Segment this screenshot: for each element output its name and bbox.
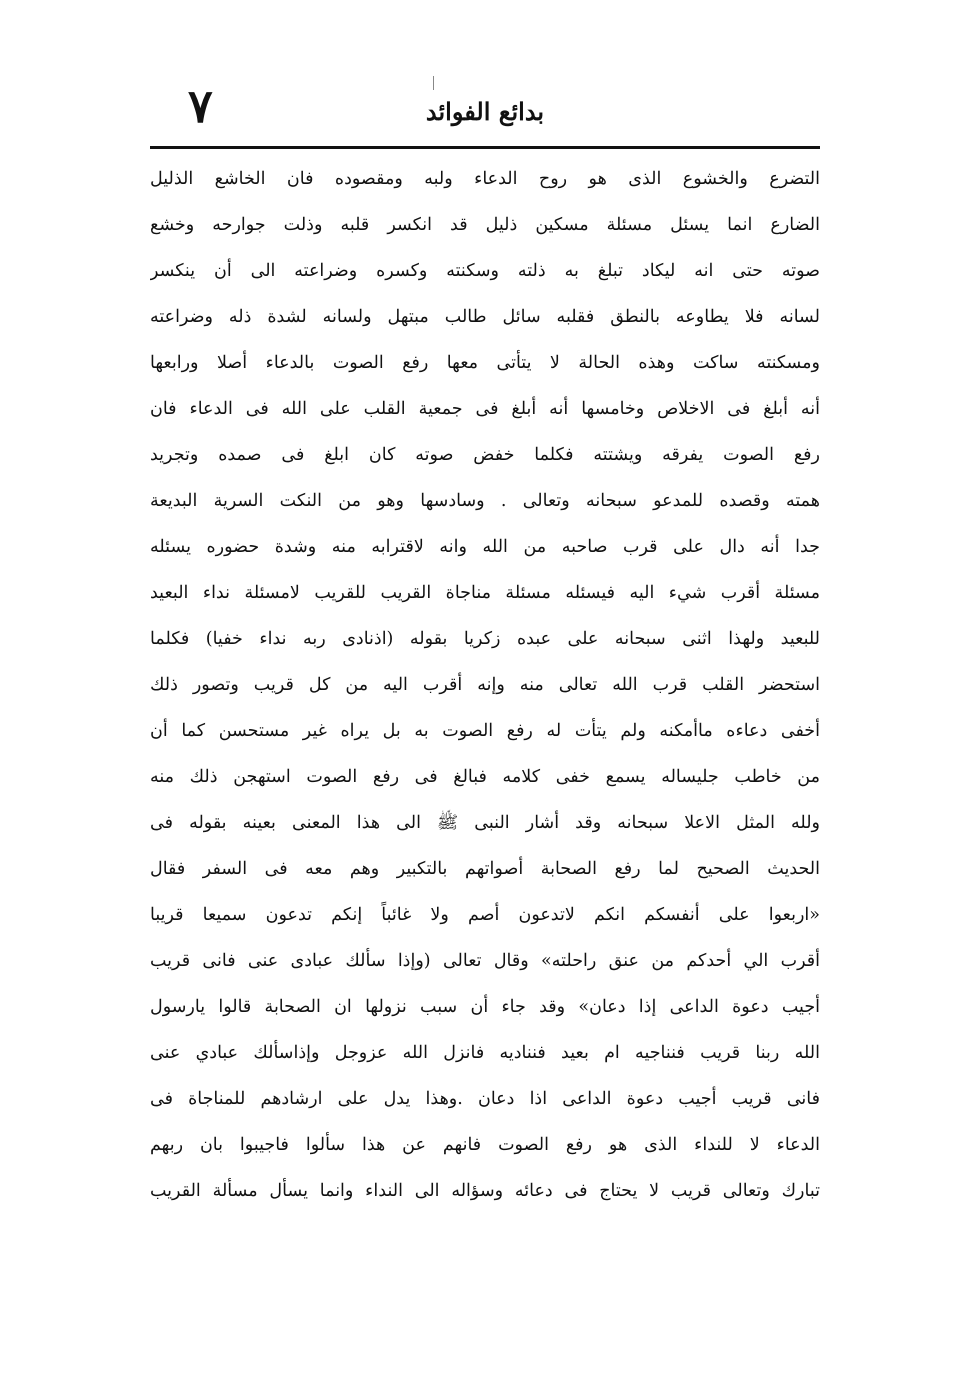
text-line: صوته حتى انه ليكاد تبلغ به ذلته وسكنته وكسره وضراعته الى أن ينكسر xyxy=(150,261,820,281)
page-number: ٧ xyxy=(188,79,213,133)
text-line: أقرب الي أحدكم من عنق راحلته» وقال تعالى (وإذا سألك عبادى عنى فانى قريب xyxy=(150,951,820,971)
text-line: التضرع والخشوع الذى هو روح الدعاء ولبه ومقصوده فان الخاشع الذليل xyxy=(150,169,820,189)
running-title: بدائع الفوائد xyxy=(425,97,545,126)
text-line: لسانه فلا يطاوعه بالنطق فقلبه سائل طالب مبتهل ولسانه لشدة ذله وضراعته xyxy=(150,307,820,327)
header-tick-mark xyxy=(433,76,434,90)
text-line: فانى قريب أجيب دعوة الداعى اذا دعان .وهذا يدل على ارشادهم للمناجاة فى xyxy=(150,1089,820,1109)
text-line: همته وقصده للمدعو سبحانه وتعالى . وسادسها وهو من النكت السرية البديعة xyxy=(150,491,820,511)
text-line: «اربعوا على أنفسكم انكم لاتدعون أصم ولا غائباً إنكم تدعون سميعا قريبا xyxy=(150,905,820,925)
text-line: ولله المثل الاعلا سبحانه وقد أشار النبى ﷺ الى هذا المعنى بعينه بقوله فى xyxy=(150,813,820,833)
text-line: الضارع انما يسئل مسئلة مسكين ذليل قد انكسر قلبه وذلت جوارحه وخشع xyxy=(150,215,820,235)
text-line: استحضر القلب قرب الله تعالى منه وإنه أقرب اليه من كل قريب وتصور ذلك xyxy=(150,675,820,695)
body-text xyxy=(150,156,820,1326)
page-header xyxy=(150,79,820,140)
text-line: الدعاء لا للنداء الذى هو رفع الصوت فانهم عن هذا سألوا فاجيبوا بان ربهم xyxy=(150,1135,820,1155)
text-line: أخفى دعاءه ماأمكنه ولم يتأت له رفع الصوت به بل يراه غير مستحسن كما أن xyxy=(150,721,820,741)
text-line: من خاطب جليساله يسمع خفى كلامه فبالغ فى رفع الصوت استهجن ذلك منه xyxy=(150,767,820,787)
text-line: ومسكنته ساكت وهذه الحالة لا يتأتى معها رفع الصوت بالدعاء أصلا ورابعها xyxy=(150,353,820,373)
text-line: تبارك وتعالى قريب لا يحتاج فى دعائه وسؤاله الى النداء وانما يسأل مسألة القريب xyxy=(150,1181,820,1201)
text-line: الله ربنا قريب فنناجيه ام بعيد فنناديه فانزل الله عزوجل وإذاسألك عبادي عنى xyxy=(150,1043,820,1063)
header-rule xyxy=(150,146,820,149)
text-line: للبعيد ولهذا اثنى سبحانه على عبده زكريا بقوله (اذنادى ربه نداء خفيا) فكلما xyxy=(150,629,820,649)
text-line: جدا أنه دال على قرب صاحبه من الله وانه لاقترابه منه وشدة حضوره يسئله xyxy=(150,537,820,557)
text-line: الحديث الصحيح لما رفع الصحابة أصواتهم بالتكبير وهم معه فى السفر فقال xyxy=(150,859,820,879)
text-line: مسئلة أقرب شيء اليه فيسئله مسئلة مناجاة القريب للقريب لامسئلة نداء البعيد xyxy=(150,583,820,603)
text-line: رفع الصوت يفرقه ويشتته فكلما خفض صوته كان ابلغ فى صمده وتجريد xyxy=(150,445,820,465)
text-line: أنه أبلغ فى الاخلاص وخامسها أنه أبلغ فى جمعية القلب على الله فى الدعاء فان xyxy=(150,399,820,419)
text-line: أجيب دعوة الداعى إذا دعان» وقد جاء أن سبب نزولها ان الصحابة قالوا يارسول xyxy=(150,997,820,1017)
